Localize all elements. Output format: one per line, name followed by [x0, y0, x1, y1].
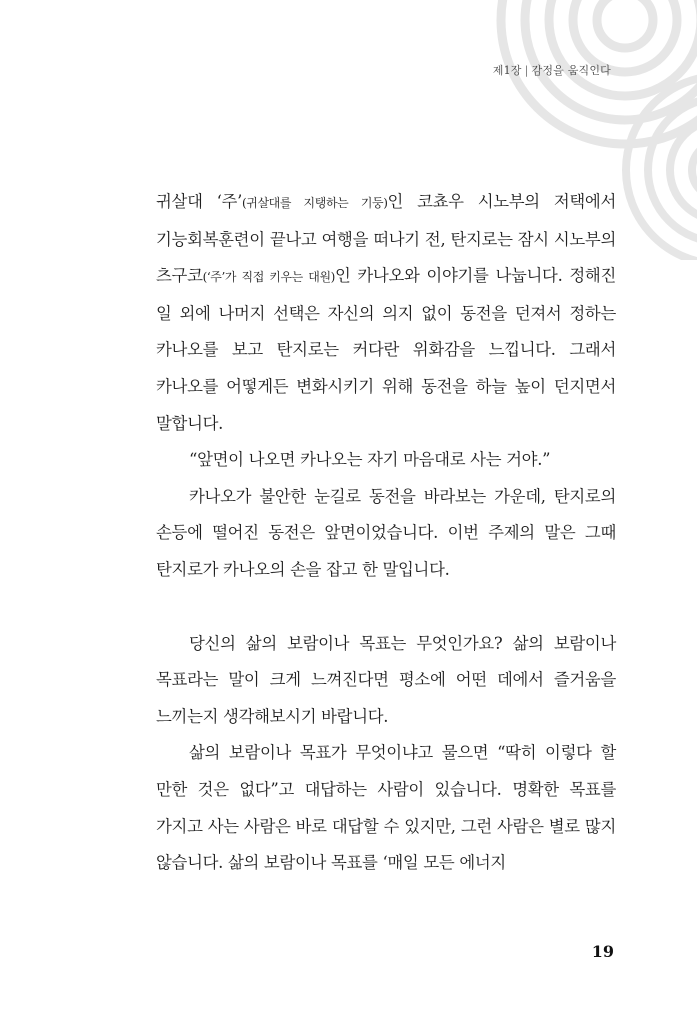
paragraph-4: 당신의 삶의 보람이나 목표는 무엇인가요? 삶의 보람이나 목표라는 말이 크게 느껴진다면 평소에 어떤 데에서 즐거움을 느끼는지 생각해보시기 바랍니다. — [156, 633, 616, 726]
para1-text-c: 인 카나오와 이야기를 나눕니다. 정해진 일 외에 나머지 선택은 자신의 의지 없이 동전을 던져서 정하는 카나오를 보고 탄지로는 커다란 위화감을 느낍니다. 그래서 카나오를 어떻게든 변화시키기 위해 동전을 하늘 높이 던지면서 말합니다. — [156, 266, 616, 433]
page-number: 19 — [591, 942, 614, 961]
header-separator: | — [524, 64, 529, 77]
paragraph-1 — [156, 184, 616, 442]
paragraph-5: 삶의 보람이나 목표가 무엇이냐고 물으면 “딱히 이렇다 할 만한 것은 없다”고 대답하는 사람이 있습니다. 명확한 목표를 가지고 사는 사람은 바로 대답할 수 있지만, 그런 사람은 별로 많지 않습니다. 삶의 보람이나 목표를 ‘매일 모든 에너지 — [156, 743, 616, 873]
para1-annotation-a: (귀살대를 지탱하는 기둥) — [241, 196, 388, 210]
deco-ring — [692, 142, 697, 198]
chapter-title: 감정을 움직인다 — [531, 64, 611, 77]
running-header — [493, 62, 611, 78]
para1-annotation-b: (‘주’가 직접 키우는 대원) — [202, 270, 335, 285]
para1-text-b: 인 코쵸우 시노부의 저택에서 기능회복훈련이 끝나고 여행을 떠나기 전, 탄지로는 잠시 시노부의 츠구코 — [156, 192, 616, 286]
section-break — [156, 589, 616, 626]
paragraph-2-quote: “앞면이 나오면 카나오는 자기 마음대로 사는 거야.” — [189, 450, 551, 470]
para1-text-a: 귀살대 ‘주’ — [156, 192, 242, 211]
paragraph-3: 카나오가 불안한 눈길로 동전을 바라보는 가운데, 탄지로의 손등에 떨어진 동전은 앞면이었습니다. 이번 주제의 말은 그때 탄지로가 카나오의 손을 잡고 한 말입니다. — [156, 486, 616, 579]
chapter-label: 제1장 — [492, 64, 522, 77]
body-text — [156, 184, 616, 882]
deco-ring — [597, 0, 653, 48]
